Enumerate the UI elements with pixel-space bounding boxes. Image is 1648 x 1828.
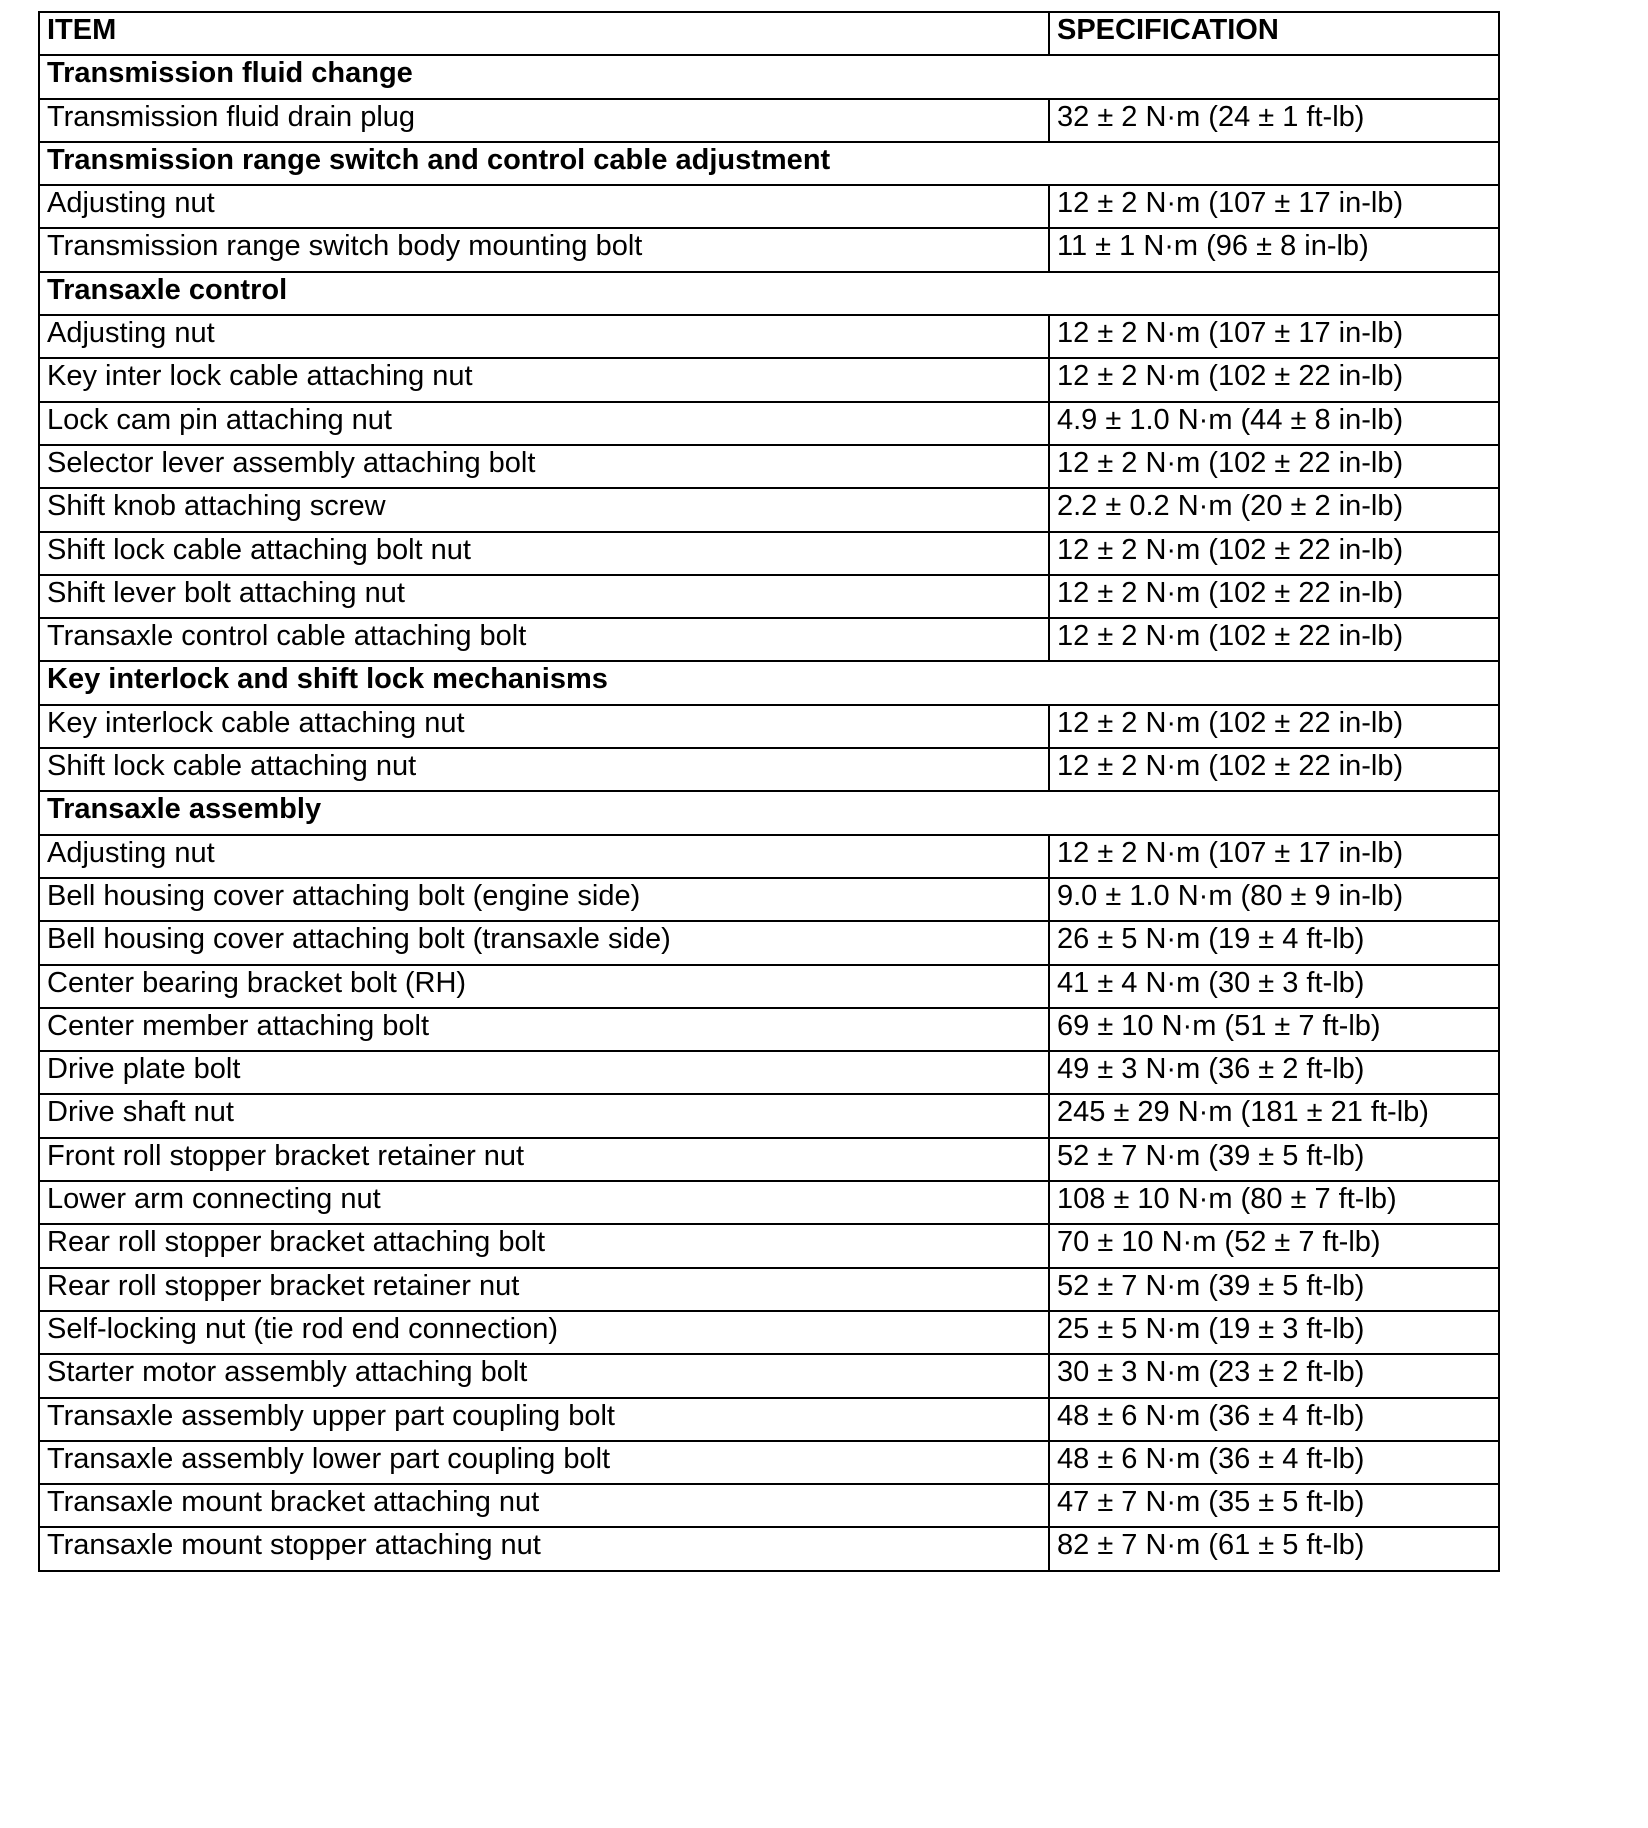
item-cell: Lock cam pin attaching nut [39,402,1049,445]
spec-cell: 9.0 ± 1.0 N·m (80 ± 9 in-lb) [1049,878,1499,921]
spec-cell: 12 ± 2 N·m (107 ± 17 in-lb) [1049,835,1499,878]
spec-cell: 12 ± 2 N·m (102 ± 22 in-lb) [1049,618,1499,661]
item-cell: Transaxle mount stopper attaching nut [39,1527,1049,1570]
section-title: Key interlock and shift lock mechanisms [39,661,1499,704]
item-cell: Rear roll stopper bracket retainer nut [39,1268,1049,1311]
item-cell: Transmission range switch body mounting bolt [39,228,1049,271]
spec-cell: 52 ± 7 N·m (39 ± 5 ft-lb) [1049,1138,1499,1181]
table-row [39,1441,1499,1484]
spec-cell: 69 ± 10 N·m (51 ± 7 ft-lb) [1049,1008,1499,1051]
table-row [39,532,1499,575]
table-row [39,228,1499,271]
section-row [39,661,1499,704]
item-cell: Drive plate bolt [39,1051,1049,1094]
spec-cell: 12 ± 2 N·m (107 ± 17 in-lb) [1049,185,1499,228]
item-cell: Transmission fluid drain plug [39,99,1049,142]
item-cell: Adjusting nut [39,315,1049,358]
spec-cell: 32 ± 2 N·m (24 ± 1 ft-lb) [1049,99,1499,142]
spec-cell: 47 ± 7 N·m (35 ± 5 ft-lb) [1049,1484,1499,1527]
table-row [39,1398,1499,1441]
section-row [39,272,1499,315]
spec-cell: 12 ± 2 N·m (102 ± 22 in-lb) [1049,445,1499,488]
table-row [39,1224,1499,1267]
table-row [39,1181,1499,1224]
spec-cell: 108 ± 10 N·m (80 ± 7 ft-lb) [1049,1181,1499,1224]
spec-cell: 25 ± 5 N·m (19 ± 3 ft-lb) [1049,1311,1499,1354]
spec-cell: 4.9 ± 1.0 N·m (44 ± 8 in-lb) [1049,402,1499,445]
header-specification: SPECIFICATION [1049,12,1499,55]
spec-cell: 48 ± 6 N·m (36 ± 4 ft-lb) [1049,1398,1499,1441]
item-cell: Shift lock cable attaching nut [39,748,1049,791]
item-cell: Selector lever assembly attaching bolt [39,445,1049,488]
item-cell: Lower arm connecting nut [39,1181,1049,1224]
item-cell: Key interlock cable attaching nut [39,705,1049,748]
spec-cell: 48 ± 6 N·m (36 ± 4 ft-lb) [1049,1441,1499,1484]
header-item: ITEM [39,12,1049,55]
spec-cell: 30 ± 3 N·m (23 ± 2 ft-lb) [1049,1354,1499,1397]
torque-spec-table [38,11,1500,1572]
item-cell: Starter motor assembly attaching bolt [39,1354,1049,1397]
spec-cell: 12 ± 2 N·m (102 ± 22 in-lb) [1049,748,1499,791]
table-row [39,748,1499,791]
section-title: Transaxle control [39,272,1499,315]
spec-cell: 2.2 ± 0.2 N·m (20 ± 2 in-lb) [1049,488,1499,531]
spec-cell: 41 ± 4 N·m (30 ± 3 ft-lb) [1049,965,1499,1008]
section-row [39,791,1499,834]
item-cell: Bell housing cover attaching bolt (transaxle side) [39,921,1049,964]
item-cell: Shift lock cable attaching bolt nut [39,532,1049,575]
item-cell: Rear roll stopper bracket attaching bolt [39,1224,1049,1267]
table-header-row [39,12,1499,55]
table-row [39,878,1499,921]
item-cell: Center bearing bracket bolt (RH) [39,965,1049,1008]
table-row [39,445,1499,488]
spec-cell: 52 ± 7 N·m (39 ± 5 ft-lb) [1049,1268,1499,1311]
item-cell: Self-locking nut (tie rod end connection) [39,1311,1049,1354]
table-row [39,488,1499,531]
item-cell: Front roll stopper bracket retainer nut [39,1138,1049,1181]
table-row [39,965,1499,1008]
table-row [39,921,1499,964]
spec-cell: 82 ± 7 N·m (61 ± 5 ft-lb) [1049,1527,1499,1570]
spec-cell: 245 ± 29 N·m (181 ± 21 ft-lb) [1049,1094,1499,1137]
table-row [39,1051,1499,1094]
table-row [39,1268,1499,1311]
table-row [39,1527,1499,1570]
table-row [39,1138,1499,1181]
table-row [39,99,1499,142]
item-cell: Transaxle mount bracket attaching nut [39,1484,1049,1527]
table-row [39,1311,1499,1354]
section-row [39,142,1499,185]
item-cell: Adjusting nut [39,835,1049,878]
table-row [39,1484,1499,1527]
spec-cell: 12 ± 2 N·m (107 ± 17 in-lb) [1049,315,1499,358]
spec-cell: 12 ± 2 N·m (102 ± 22 in-lb) [1049,532,1499,575]
section-title: Transmission fluid change [39,55,1499,98]
spec-cell: 70 ± 10 N·m (52 ± 7 ft-lb) [1049,1224,1499,1267]
table-row [39,1094,1499,1137]
spec-cell: 12 ± 2 N·m (102 ± 22 in-lb) [1049,358,1499,401]
item-cell: Transaxle control cable attaching bolt [39,618,1049,661]
table-row [39,618,1499,661]
item-cell: Drive shaft nut [39,1094,1049,1137]
table-body [39,55,1499,1570]
table-row [39,185,1499,228]
item-cell: Shift knob attaching screw [39,488,1049,531]
table-row [39,705,1499,748]
section-row [39,55,1499,98]
item-cell: Bell housing cover attaching bolt (engine side) [39,878,1049,921]
item-cell: Transaxle assembly upper part coupling bolt [39,1398,1049,1441]
spec-cell: 12 ± 2 N·m (102 ± 22 in-lb) [1049,575,1499,618]
table-row [39,315,1499,358]
section-title: Transaxle assembly [39,791,1499,834]
item-cell: Transaxle assembly lower part coupling bolt [39,1441,1049,1484]
table-row [39,358,1499,401]
item-cell: Adjusting nut [39,185,1049,228]
table-row [39,1008,1499,1051]
spec-cell: 49 ± 3 N·m (36 ± 2 ft-lb) [1049,1051,1499,1094]
section-title: Transmission range switch and control cable adjustment [39,142,1499,185]
table-row [39,835,1499,878]
spec-cell: 11 ± 1 N·m (96 ± 8 in-lb) [1049,228,1499,271]
item-cell: Shift lever bolt attaching nut [39,575,1049,618]
item-cell: Key inter lock cable attaching nut [39,358,1049,401]
spec-cell: 26 ± 5 N·m (19 ± 4 ft-lb) [1049,921,1499,964]
table-row [39,402,1499,445]
table-row [39,575,1499,618]
table-row [39,1354,1499,1397]
item-cell: Center member attaching bolt [39,1008,1049,1051]
spec-cell: 12 ± 2 N·m (102 ± 22 in-lb) [1049,705,1499,748]
